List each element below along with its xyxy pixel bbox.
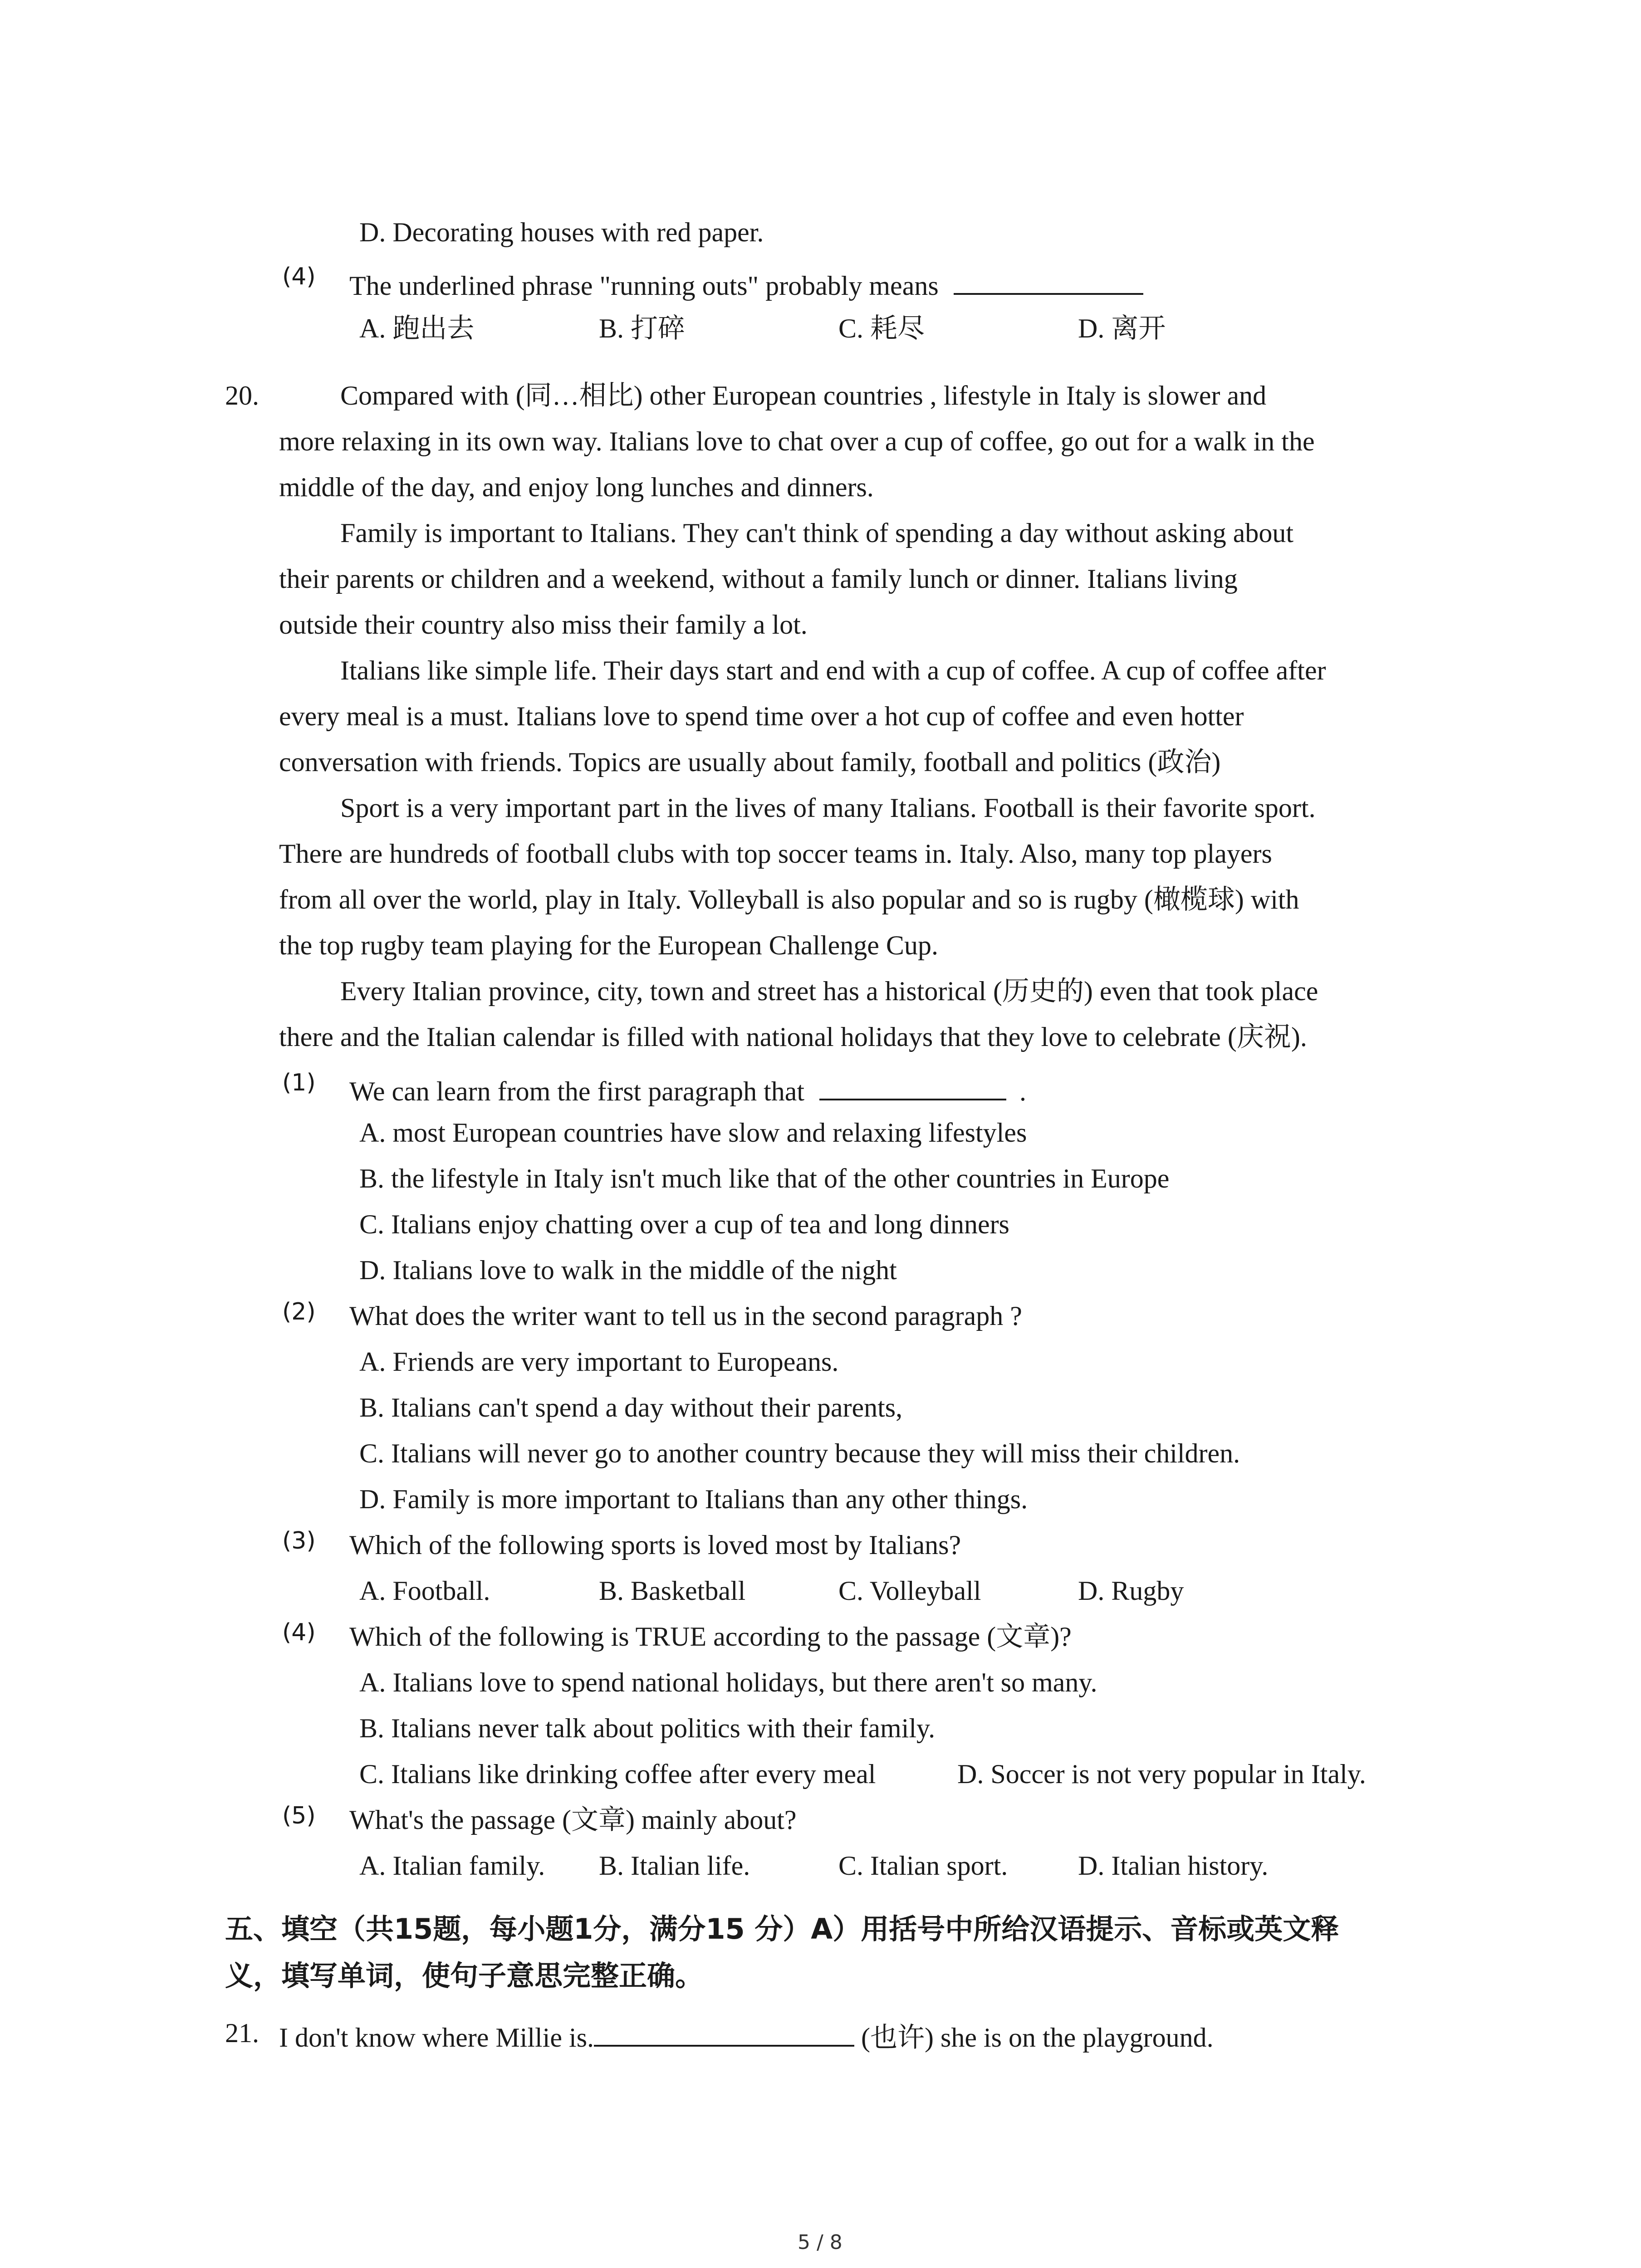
passage-line: Family is important to Italians. They can't think of spending a day without asking about <box>340 518 1294 548</box>
stem-end: . <box>1019 1076 1027 1106</box>
passage-line: There are hundreds of football clubs with top soccer teams in. Italy. Also, many top players <box>279 839 1272 869</box>
option-c: C. Italians like drinking coffee after every meal <box>359 1759 876 1789</box>
question-number: (2) <box>282 1298 316 1325</box>
option-d: D. Soccer is not very popular in Italy. <box>957 1759 1366 1789</box>
option-b: B. the lifestyle in Italy isn't much like that of the other countries in Europe <box>359 1163 1170 1193</box>
question-number: 21. <box>225 2018 259 2048</box>
option-b: B. 打碎 <box>599 313 686 343</box>
question-number: (3) <box>282 1527 316 1554</box>
option-c: C. 耗尽 <box>838 313 925 343</box>
option-b: B. Italians never talk about politics with their family. <box>359 1713 936 1743</box>
option-b: B. Italians can't spend a day without their parents, <box>359 1393 903 1422</box>
question-stem <box>279 2019 1214 2051</box>
answer-blank[interactable] <box>594 2019 854 2047</box>
question-stem-text: The underlined phrase "running outs" probably means <box>349 271 939 301</box>
option-c: C. Italian sport. <box>838 1851 1008 1881</box>
question-number: (5) <box>282 1802 316 1829</box>
passage-line: Compared with (同…相比) other European countries , lifestyle in Italy is slower and <box>340 381 1267 411</box>
question-stem <box>349 1073 1026 1105</box>
passage-line: middle of the day, and enjoy long lunches and dinners. <box>279 472 874 502</box>
question-number: (4) <box>282 1619 316 1646</box>
question-stem: Which of the following is TRUE according to the passage (文章)? <box>349 1622 1072 1652</box>
question-number: (1) <box>282 1069 316 1096</box>
option-a: A. Italians love to spend national holidays, but there aren't so many. <box>359 1667 1097 1697</box>
option-a: A. Football. <box>359 1576 490 1606</box>
option-d: D. Italian history. <box>1078 1851 1269 1881</box>
question-stem <box>349 268 1143 299</box>
answer-blank[interactable] <box>954 268 1143 295</box>
question-stem-text: We can learn from the first paragraph that <box>349 1076 805 1106</box>
option-a: A. Italian family. <box>359 1851 545 1881</box>
passage-line: every meal is a must. Italians love to spend time over a hot cup of coffee and even hotter <box>279 701 1244 731</box>
passage-line: there and the Italian calendar is filled with national holidays that they love to celebrate (庆祝). <box>279 1022 1307 1052</box>
option-c: C. Volleyball <box>838 1576 981 1606</box>
question-number: 20. <box>225 381 259 411</box>
option-a: A. most European countries have slow and relaxing lifestyles <box>359 1118 1027 1148</box>
question-stem-text: I don't know where Millie is. <box>279 2023 594 2053</box>
passage-line: outside their country also miss their family a lot. <box>279 610 808 640</box>
option-c: C. Italians enjoy chatting over a cup of tea and long dinners <box>359 1209 1009 1239</box>
option-b: B. Basketball <box>599 1576 746 1606</box>
question-stem: What does the writer want to tell us in the second paragraph ? <box>349 1301 1022 1331</box>
question-stem: Which of the following sports is loved most by Italians? <box>349 1530 961 1560</box>
passage-line: their parents or children and a weekend, without a family lunch or dinner. Italians living <box>279 564 1238 594</box>
option-a: A. 跑出去 <box>359 313 475 343</box>
passage-line: more relaxing in its own way. Italians love to chat over a cup of coffee, go out for a walk in the <box>279 426 1315 456</box>
answer-blank[interactable] <box>819 1073 1006 1100</box>
question-number: (4) <box>282 263 316 290</box>
option-d: D. Decorating houses with red paper. <box>359 217 764 247</box>
option-c: C. Italians will never go to another country because they will miss their children. <box>359 1438 1240 1468</box>
question-stem: What's the passage (文章) mainly about? <box>349 1805 797 1835</box>
passage-line: Italians like simple life. Their days start and end with a cup of coffee. A cup of coffee after <box>340 655 1326 685</box>
section-title: 五、填空（共15题，每小题1分，满分15 分）A）用括号中所给汉语提示、音标或英文释 <box>225 1912 1339 1945</box>
passage-line: conversation with friends. Topics are usually about family, football and politics (政治) <box>279 747 1221 777</box>
question-stem-text: (也许) she is on the playground. <box>861 2023 1214 2053</box>
option-d: D. 离开 <box>1078 313 1166 343</box>
option-a: A. Friends are very important to Europeans. <box>359 1347 839 1377</box>
passage-line: from all over the world, play in Italy. Volleyball is also popular and so is rugby (橄榄球) with <box>279 885 1299 914</box>
passage-line: Sport is a very important part in the lives of many Italians. Football is their favorite sport. <box>340 793 1316 823</box>
passage-line: Every Italian province, city, town and street has a historical (历史的) even that took place <box>340 976 1318 1006</box>
passage-line: the top rugby team playing for the European Challenge Cup. <box>279 930 938 960</box>
option-d: D. Rugby <box>1078 1576 1184 1606</box>
option-b: B. Italian life. <box>599 1851 750 1881</box>
section-title: 义，填写单词，使句子意思完整正确。 <box>225 1959 704 1992</box>
page-number: 5 / 8 <box>798 2231 843 2254</box>
option-d: D. Family is more important to Italians than any other things. <box>359 1484 1028 1514</box>
option-d: D. Italians love to walk in the middle of the night <box>359 1255 897 1285</box>
